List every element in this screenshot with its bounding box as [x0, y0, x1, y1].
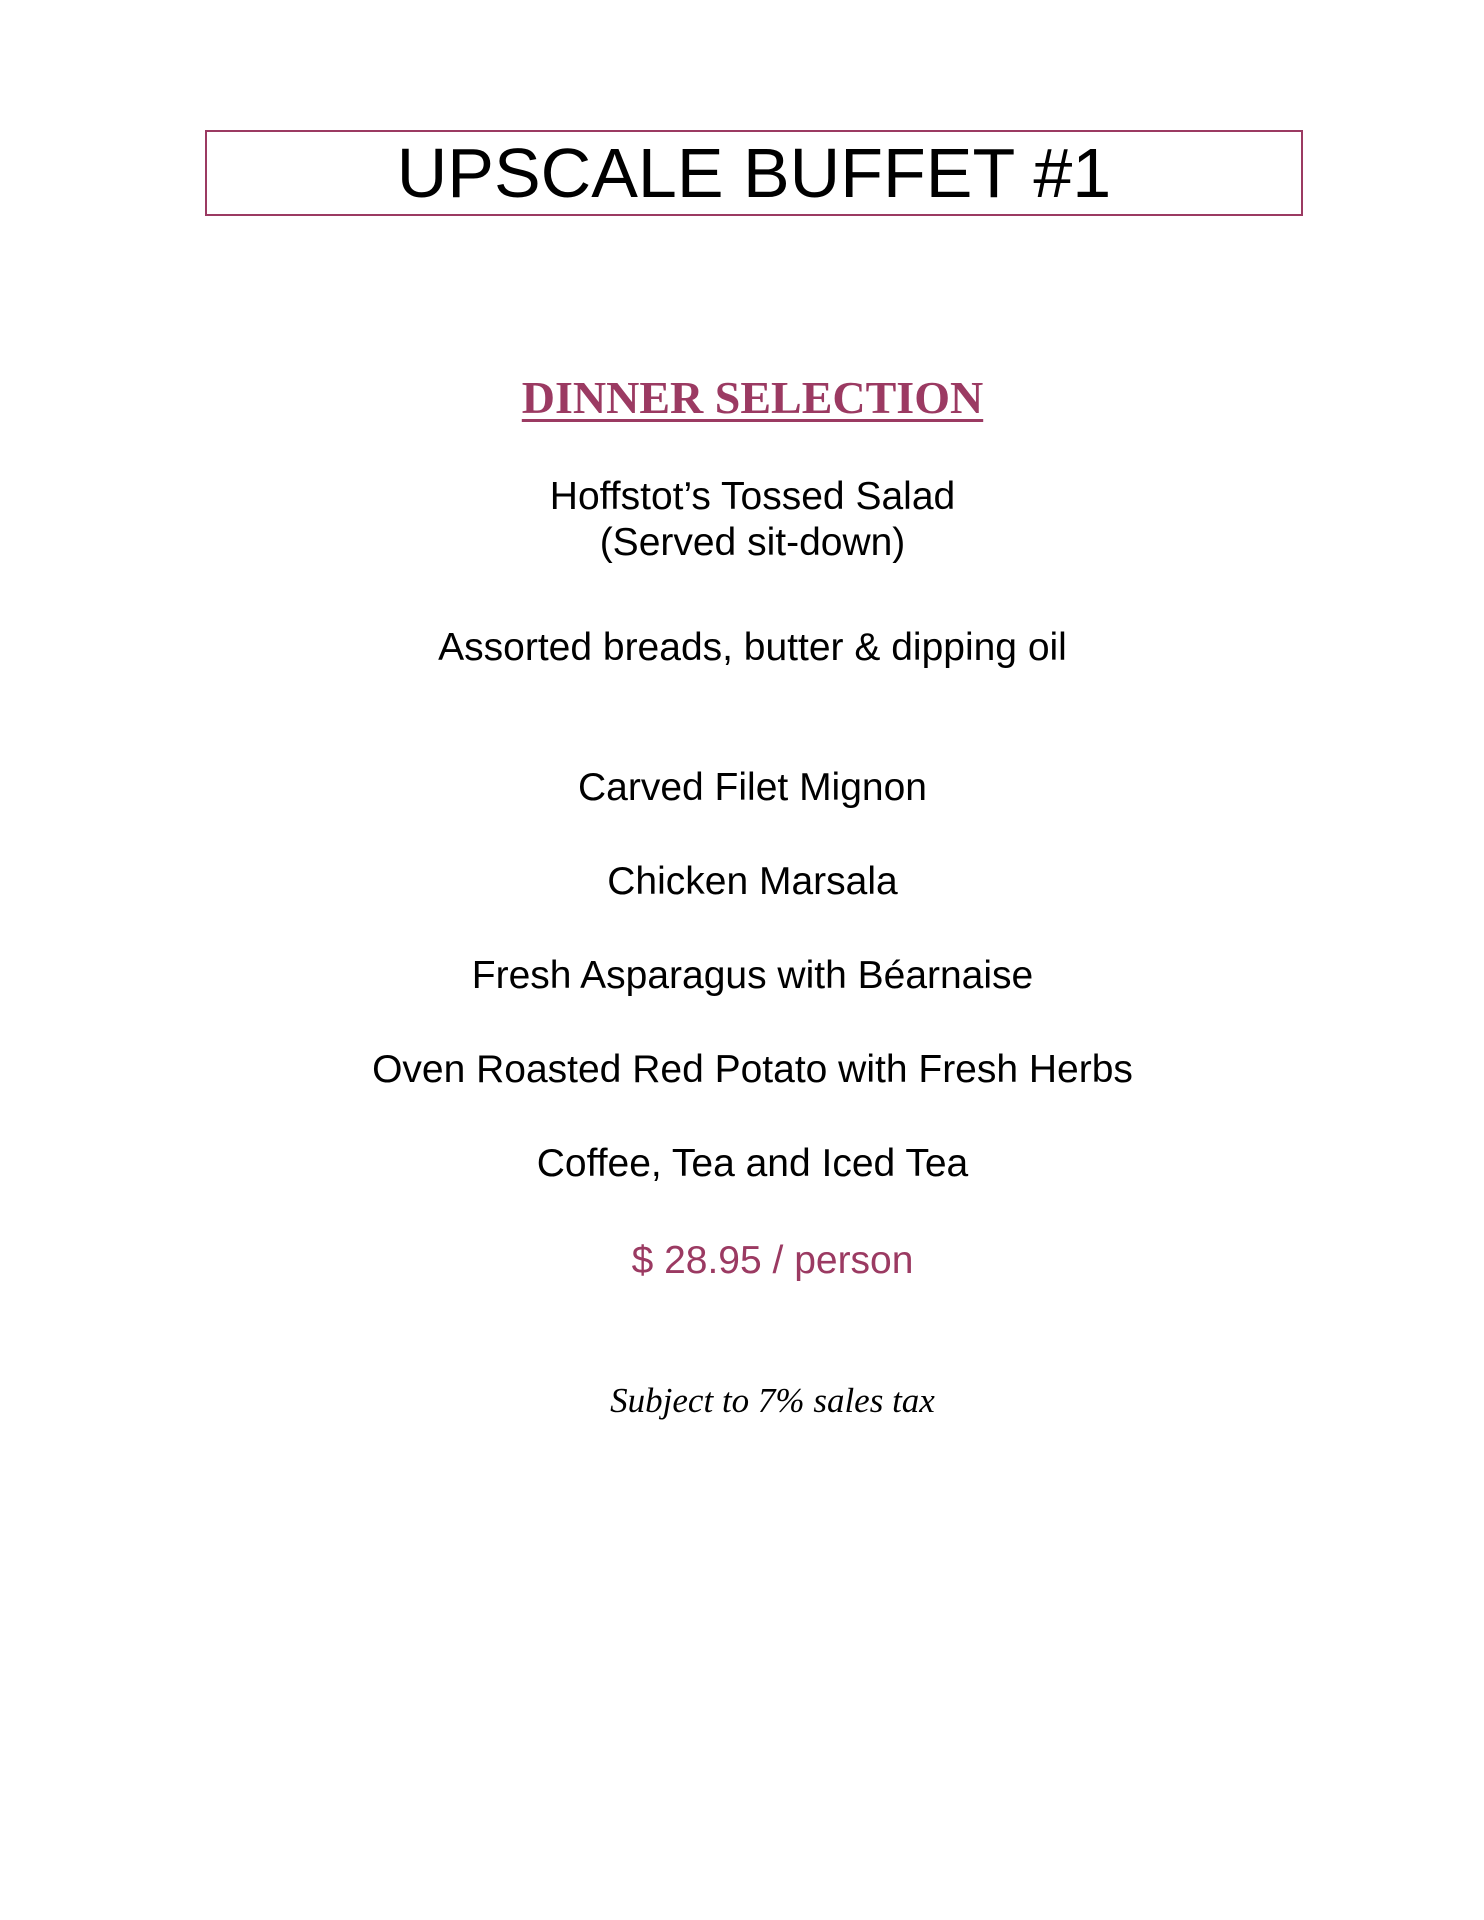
menu-item-chicken: Chicken Marsala [607, 860, 898, 903]
menu-item-asparagus: Fresh Asparagus with Béarnaise [471, 954, 1034, 997]
menu-item-potato: Oven Roasted Red Potato with Fresh Herbs [372, 1048, 1133, 1091]
price-per-person: $ 28.95 / person [631, 1239, 914, 1282]
title-box [205, 130, 1303, 216]
section-heading: DINNER SELECTION [521, 372, 984, 423]
menu-item-beverages: Coffee, Tea and Iced Tea [536, 1142, 969, 1185]
menu-item-breads: Assorted breads, butter & dipping oil [438, 626, 1067, 669]
page-title: UPSCALE BUFFET #1 [396, 134, 1112, 212]
menu-item-salad-note: (Served sit-down) [599, 521, 906, 564]
menu-item-salad: Hoffstot’s Tossed Salad [549, 475, 956, 518]
menu-item-filet: Carved Filet Mignon [578, 766, 927, 809]
tax-note: Subject to 7% sales tax [610, 1381, 935, 1420]
